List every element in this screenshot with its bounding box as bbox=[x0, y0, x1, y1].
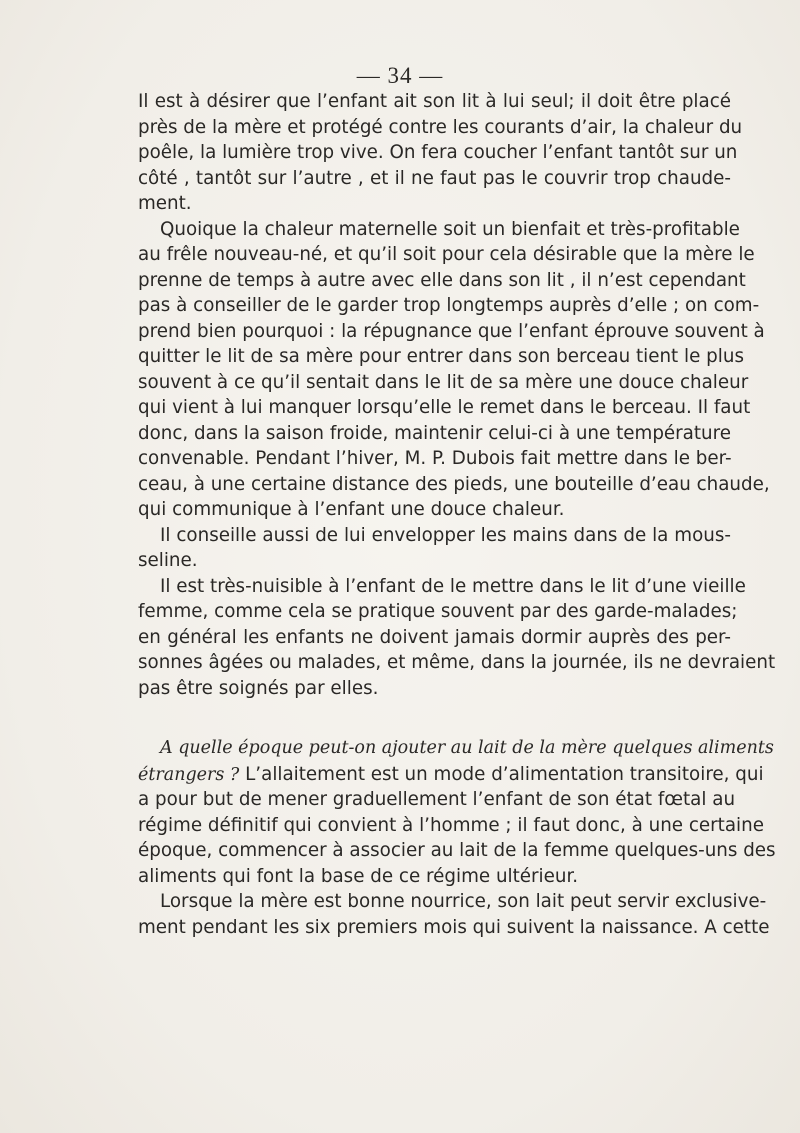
text-line: convenable. Pendant l’hiver, M. P. Dubois fait mettre dans le ber- bbox=[138, 448, 732, 469]
text-line: aliments qui font la base de ce régime ultérieur. bbox=[138, 865, 579, 887]
text-line bbox=[138, 762, 764, 788]
text-line: femme, comme cela se pratique souvent par des garde-malades; bbox=[138, 601, 738, 622]
text-line: pas à conseiller de le garder trop longtemps auprès d’elle ; on com- bbox=[138, 295, 760, 316]
section-question: A quelle époque peut-on ajouter au lait de la mère quelques aliments bbox=[160, 738, 774, 758]
text-line: prend bien pourquoi : la répugnance que l’enfant éprouve souvent à bbox=[138, 320, 765, 342]
text-line: sonnes âgées ou malades, et même, dans la journée, ils ne devraient bbox=[138, 652, 776, 673]
text-line: Il est très-nuisible à l’enfant de le mettre dans le lit d’une vieille bbox=[160, 575, 746, 597]
section-question-end: étrangers ? bbox=[138, 764, 240, 785]
text-fragment: L’allaitement est un mode d’alimentation transitoire, qui bbox=[239, 763, 764, 785]
text-line: souvent à ce qu’il sentait dans le lit de sa mère une douce chaleur bbox=[138, 371, 749, 393]
text-line: poêle, la lumière trop vive. On fera coucher l’enfant tantôt sur un bbox=[138, 142, 738, 163]
text-line: qui vient à lui manquer lorsqu’elle le remet dans le berceau. Il faut bbox=[138, 397, 751, 418]
text-line: quitter le lit de sa mère pour entrer dans son berceau tient le plus bbox=[138, 346, 744, 367]
text-line: a pour but de mener graduellement l’enfant de son état fœtal au bbox=[138, 789, 736, 810]
text-line: époque, commencer à associer au lait de la femme quelques-uns des bbox=[138, 840, 776, 861]
text-line: près de la mère et protégé contre les courants d’air, la chaleur du bbox=[138, 116, 743, 138]
text-line: au frêle nouveau-né, et qu’il soit pour cela désirable que la mère le bbox=[138, 244, 755, 265]
text-line: en général les enfants ne doivent jamais dormir auprès des per- bbox=[138, 626, 731, 648]
text-line: prenne de temps à autre avec elle dans son lit , il n’est cependant bbox=[138, 269, 746, 291]
text-line: Lorsque la mère est bonne nourrice, son lait peut servir exclusive- bbox=[160, 891, 767, 912]
text-line: pas être soignés par elles. bbox=[138, 677, 379, 699]
text-line: seline. bbox=[138, 550, 198, 571]
text-line: ment pendant les six premiers mois qui suivent la naissance. A cette bbox=[138, 916, 770, 938]
text-line: côté , tantôt sur l’autre , et il ne faut pas le couvrir trop chaude- bbox=[138, 167, 731, 189]
text-line: ment. bbox=[138, 193, 192, 214]
text-line: Il est à désirer que l’enfant ait son lit à lui seul; il doit être placé bbox=[138, 91, 731, 112]
text-line: donc, dans la saison froide, maintenir celui-ci à une température bbox=[138, 422, 731, 444]
paragraph-gap bbox=[138, 701, 731, 736]
text-line: régime définitif qui convient à l’homme ; il faut donc, à une certaine bbox=[138, 814, 764, 836]
page-number: — 34 — bbox=[356, 63, 444, 88]
text-line: ceau, à une certaine distance des pieds, une bouteille d’eau chaude, bbox=[138, 473, 770, 495]
body-text bbox=[138, 89, 776, 940]
text-line: qui communique à l’enfant une douce chaleur. bbox=[138, 499, 565, 520]
text-line: Il conseille aussi de lui envelopper les mains dans de la mous- bbox=[160, 524, 731, 546]
text-line: Quoique la chaleur maternelle soit un bienfait et très-profitable bbox=[160, 218, 740, 240]
